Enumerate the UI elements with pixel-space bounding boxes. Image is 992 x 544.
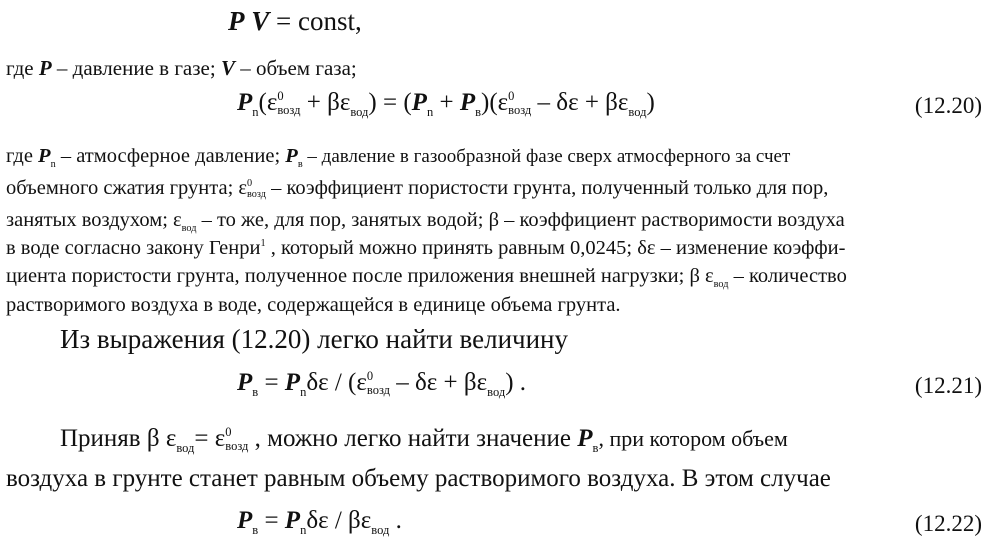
text: – количество	[728, 265, 847, 287]
symbol-p: P	[577, 425, 593, 452]
supsub	[277, 90, 300, 116]
subscript: в	[297, 159, 303, 171]
paren: ) .	[505, 369, 527, 396]
definition-line-1	[6, 58, 357, 79]
subscript: в	[475, 105, 481, 119]
symbol-eps: ε	[266, 89, 278, 116]
operator: +	[306, 89, 321, 116]
equation-rest: = const,	[276, 6, 362, 36]
para1-line-5	[6, 266, 847, 290]
text: – атмосферное давление;	[55, 145, 286, 167]
text: – коэффициент пористости грунта, полученный только для пор,	[265, 177, 829, 199]
paren: )(	[481, 89, 498, 116]
text: объемного сжатия грунта;	[6, 177, 239, 199]
symbol-eps: ε	[173, 209, 182, 231]
sup: 0	[277, 89, 284, 104]
para1-line-4	[6, 238, 845, 259]
symbol-beta-eps: βε	[327, 89, 351, 116]
symbol-p: P	[237, 369, 253, 396]
sub: возд	[225, 438, 249, 453]
supsub	[508, 90, 531, 116]
subscript: в	[252, 385, 259, 399]
operator: +	[439, 89, 454, 116]
symbol-p: P	[284, 369, 301, 396]
text: .	[389, 507, 402, 534]
text: циента пористости грунта, полученное после приложения внешней нагрузки; β	[6, 265, 706, 287]
subscript: в	[252, 523, 259, 537]
subscript: вод	[713, 279, 729, 291]
subscript: n	[252, 105, 259, 119]
text: растворимого воздуха в воде, содержащейся в единице объема грунта.	[6, 294, 621, 316]
symbol-p: P	[237, 89, 253, 116]
text: , можно легко найти значение	[248, 425, 578, 452]
expression: δε / βε	[306, 507, 372, 534]
symbol-eps: ε	[165, 425, 177, 452]
sup: 0	[366, 369, 374, 384]
equation-12-20	[237, 90, 655, 119]
text-end: – объем газа;	[234, 56, 357, 80]
symbol-p: P	[38, 145, 51, 167]
equation-pv-const	[228, 8, 362, 35]
sup: 0	[225, 425, 232, 440]
subscript: n	[300, 385, 307, 399]
symbol-p: P	[237, 507, 253, 534]
symbol-eps: ε	[238, 177, 247, 199]
para1-line-2	[6, 178, 828, 201]
text: – давление в газообразной фазе сверх атмосферного за счет	[302, 146, 791, 167]
symbol-p: P	[228, 6, 245, 36]
operator: =	[264, 369, 279, 396]
text: , при котором объем	[598, 426, 788, 451]
sup: 0	[508, 89, 515, 104]
sub: возд	[366, 382, 391, 397]
text: =	[194, 425, 215, 452]
subscript: вод	[628, 105, 647, 119]
text: воздуха в грунте станет равным объему растворимого воздуха. В этом случае	[6, 465, 831, 492]
text: занятых воздухом;	[6, 209, 174, 231]
supsub	[367, 370, 390, 396]
text: – то же, для пор, занятых водой; β – коэффициент растворимости воздуха	[196, 209, 845, 231]
sub: возд	[508, 102, 532, 117]
symbol-eps: ε	[497, 89, 509, 116]
equation-number-12-20: (12.20)	[914, 93, 982, 118]
sub: возд	[277, 102, 301, 117]
subscript: вод	[350, 105, 369, 119]
subscript: в	[592, 441, 599, 455]
subscript: вод	[176, 441, 195, 455]
subscript: n	[300, 523, 307, 537]
text: Приняв β	[60, 425, 166, 452]
equation-number-12-21: (12.21)	[914, 373, 982, 398]
intro-line: Из выражения (12.20) легко найти величину	[60, 324, 569, 354]
expression: δε / (	[306, 369, 357, 396]
equation-number-12-22: (12.22)	[914, 511, 982, 536]
symbol-v: V	[251, 6, 270, 36]
symbol-p: P	[284, 507, 301, 534]
symbol-v: V	[220, 56, 235, 80]
symbol-p: P	[459, 89, 476, 116]
para1-line-3	[6, 210, 845, 234]
text: в воде согласно закону Генри	[6, 237, 261, 259]
subscript: вод	[181, 223, 197, 235]
footnote-mark: 1	[260, 238, 266, 250]
equation-12-22	[237, 508, 402, 537]
sub: возд	[247, 188, 266, 200]
expression: – δε + βε	[396, 369, 488, 396]
subscript: n	[50, 159, 56, 171]
expression: – δε + βε	[537, 89, 629, 116]
operator: = (	[382, 89, 412, 116]
text-mid: – давление в газе;	[51, 56, 221, 80]
text: , который можно принять равным 0,0245; δε – изменение коэффи-	[265, 237, 846, 259]
equation-12-21	[237, 370, 526, 399]
para1-line-1	[6, 146, 790, 170]
paren: )	[646, 89, 655, 116]
subscript: n	[426, 105, 434, 119]
text-prefix: где	[6, 56, 39, 80]
symbol-eps: ε	[214, 425, 226, 452]
subscript: вод	[487, 385, 506, 399]
paren: )	[368, 89, 377, 116]
symbol-p: P	[38, 56, 52, 80]
sup: 0	[247, 178, 253, 190]
symbol-eps: ε	[705, 265, 714, 287]
para2-line-1	[60, 426, 788, 455]
supsub	[247, 179, 266, 201]
supsub	[225, 426, 248, 452]
text: где	[6, 145, 39, 167]
paren: (	[258, 89, 267, 116]
para2-line-2	[6, 466, 831, 491]
symbol-p: P	[411, 89, 427, 116]
operator: =	[264, 507, 279, 534]
subscript: вод	[371, 523, 390, 537]
symbol-eps: ε	[356, 369, 367, 396]
para1-line-6	[6, 295, 621, 316]
symbol-p: P	[285, 145, 298, 167]
